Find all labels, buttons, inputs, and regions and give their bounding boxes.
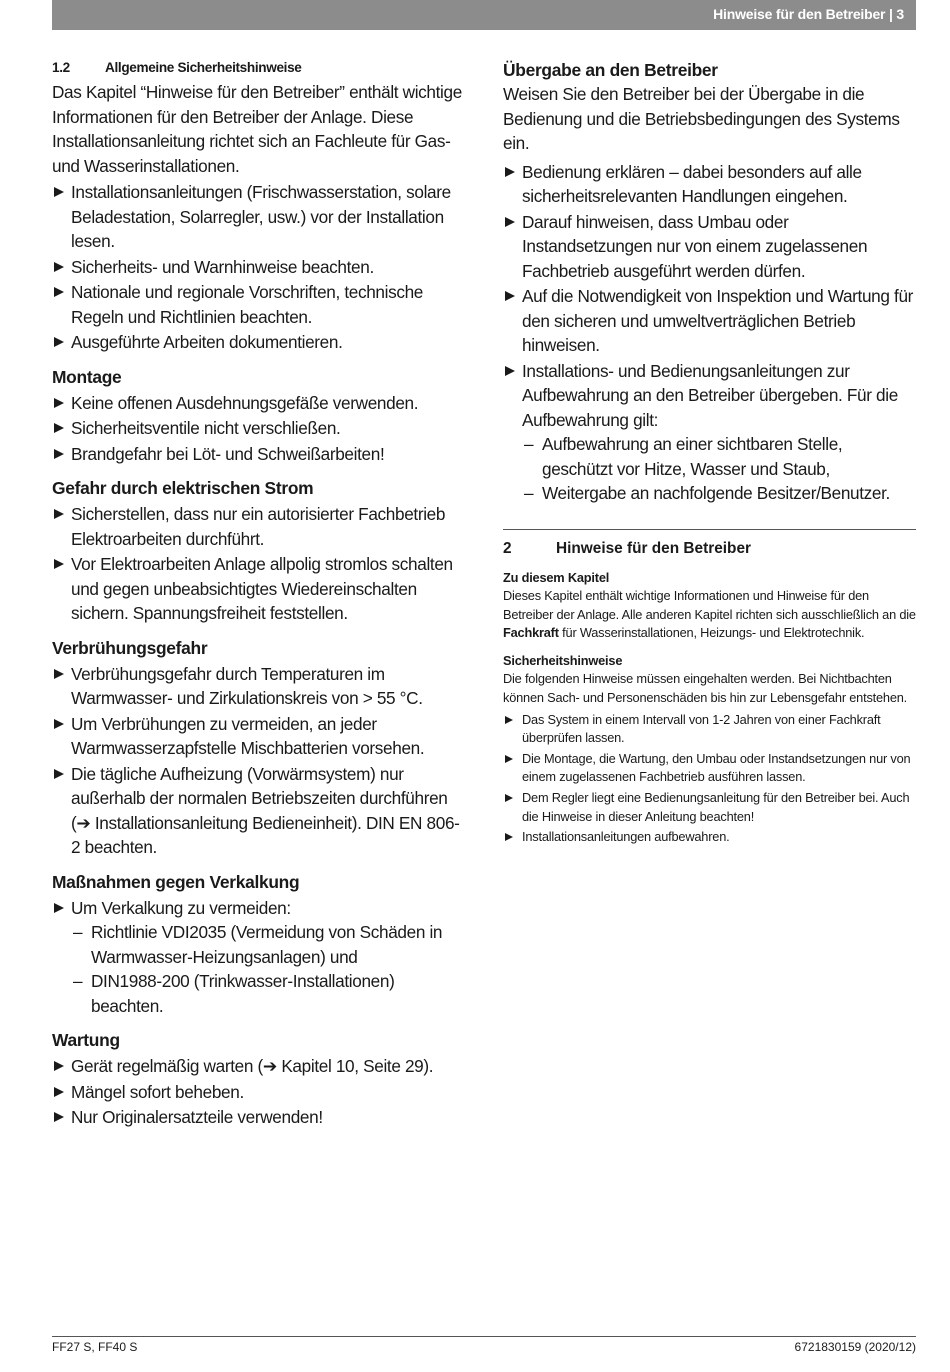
wartung-heading: Wartung — [52, 1030, 120, 1050]
list-item-text: Installations- und Bedienungsanleitungen zur Aufbewahrung an den Betreiber übergeben. Für die Aufbewahrung gilt: — [522, 360, 898, 430]
kapitel-paragraph — [503, 587, 916, 643]
list-item: Darauf hinweisen, dass Umbau oder Instandsetzungen nur von einem zugelassenen Fachbetrieb ausgeführt werden dürfen. — [503, 210, 916, 284]
intro-list — [52, 180, 467, 355]
list-item: Sicherheits- und Warnhinweise beachten. — [52, 255, 467, 280]
list-item: Verbrühungsgefahr durch Temperaturen im Warmwasser- und Zirkulationskreis von > 55 °C. — [52, 662, 467, 711]
sublist-item: – Richtlinie VDI2035 (Vermeidung von Schäden in Warmwasser-Heizungsanlagen) und — [71, 920, 467, 969]
header-title: Hinweise für den Betreiber | 3 — [713, 6, 904, 22]
montage-list — [52, 391, 467, 467]
list-item-text: Um Verkalkung zu vermeiden: — [71, 897, 291, 918]
verkalkung-list — [52, 896, 467, 1019]
footer-model: FF27 S, FF40 S — [52, 1340, 138, 1354]
right-column — [503, 58, 916, 849]
section-heading-2 — [503, 538, 916, 560]
footer-divider — [52, 1336, 916, 1337]
sublist-item: – Aufbewahrung an einer sichtbaren Stelle, geschützt vor Hitze, Wasser und Staub, — [522, 432, 916, 481]
list-item: Nationale und regionale Vorschriften, technische Regeln und Richtlinien beachten. — [52, 280, 467, 329]
strom-list — [52, 502, 467, 626]
strom-heading: Gefahr durch elektrischen Strom — [52, 478, 314, 498]
verbruehung-list — [52, 662, 467, 860]
section-title: Allgemeine Sicherheitshinweise — [105, 60, 302, 75]
sicherheit-heading: Sicherheitshinweise — [503, 652, 623, 668]
uebergabe-sublist — [522, 432, 916, 506]
uebergabe-intro: Weisen Sie den Betreiber bei der Übergabe in die Bedienung und die Betriebsbedingungen des Systems ein. — [503, 84, 900, 153]
list-item: Vor Elektroarbeiten Anlage allpolig stromlos schalten und gegen unbeabsichtigtes Wiedereinschalten sichern. Spannungsfreiheit feststellen. — [52, 552, 467, 626]
list-item: Ausgeführte Arbeiten dokumentieren. — [52, 330, 467, 355]
list-item: Bedienung erklären – dabei besonders auf alle sicherheitsrelevanten Handlungen eingehen. — [503, 160, 916, 209]
section-divider — [503, 529, 916, 530]
list-item: Die Montage, die Wartung, den Umbau oder Instandsetzungen nur von einem zugelassenen Fachbetrieb ausführen lassen. — [503, 750, 916, 787]
wartung-list — [52, 1054, 467, 1130]
uebergabe-heading: Übergabe an den Betreiber — [503, 60, 718, 80]
list-item: Gerät regelmäßig warten (➔ Kapitel 10, Seite 29). — [52, 1054, 467, 1079]
header-bar — [52, 0, 916, 30]
list-item: Auf die Notwendigkeit von Inspektion und Wartung für den sicheren und umweltverträglichen Betrieb hinweisen. — [503, 284, 916, 358]
list-item: Installationsanleitungen (Frischwasserstation, solare Beladestation, Solarregler, usw.) vor der Installation lesen. — [52, 180, 467, 254]
intro-paragraph: Das Kapitel “Hinweise für den Betreiber” enthält wichtige Informationen für den Betreiber der Anlage. Diese Installationsanleitung richtet sich an Fachleute für Gas- und Wasserinstallationen. — [52, 82, 462, 176]
kapitel-bold-term: Fachkraft — [503, 625, 559, 641]
uebergabe-list — [503, 160, 916, 506]
section-heading-1-2 — [52, 58, 467, 78]
section-number: 2 — [503, 539, 512, 557]
list-item — [52, 896, 467, 1019]
list-item: Sicherheitsventile nicht verschließen. — [52, 416, 467, 441]
list-item: Die tägliche Aufheizung (Vorwärmsystem) nur außerhalb der normalen Betriebszeiten durchführen (➔ Installationsanleitung Bedieneinheit). DIN EN 806-2 beachten. — [52, 762, 467, 860]
kapitel-text-end: für Wasserinstallationen, Heizungs- und Elektrotechnik. — [562, 625, 865, 641]
verkalkung-heading: Maßnahmen gegen Verkalkung — [52, 871, 300, 892]
list-item: Mängel sofort beheben. — [52, 1080, 467, 1105]
verkalkung-sublist — [71, 920, 467, 1018]
kapitel-text: Dieses Kapitel enthält wichtige Informationen und Hinweise für den Betreiber der Anlage. Alle anderen Kapitel richten sich ausschließlich an die — [503, 588, 916, 622]
sicherheit-list — [503, 711, 916, 847]
montage-heading: Montage — [52, 366, 122, 387]
list-item: Um Verbrühungen zu vermeiden, an jeder Warmwasserzapfstelle Mischbatterien vorsehen. — [52, 712, 467, 761]
sublist-item: – DIN1988-200 (Trinkwasser-Installationen) beachten. — [71, 969, 467, 1018]
list-item: Das System in einem Intervall von 1-2 Jahren von einer Fachkraft überprüfen lassen. — [503, 711, 916, 748]
list-item: Keine offenen Ausdehnungsgefäße verwenden. — [52, 391, 467, 416]
list-item: Dem Regler liegt eine Bedienungsanleitung für den Betreiber bei. Auch die Hinweise in dieser Anleitung beachten! — [503, 789, 916, 826]
list-item — [503, 359, 916, 506]
footer-doc-number: 6721830159 (2020/12) — [794, 1340, 916, 1354]
sicherheit-paragraph: Die folgenden Hinweise müssen eingehalten werden. Bei Nichtbachten können Sach- und Personenschäden bis hin zur Lebensgefahr entstehen. — [503, 671, 908, 706]
list-item: Nur Originalersatzteile verwenden! — [52, 1105, 467, 1130]
sublist-item: – Weitergabe an nachfolgende Besitzer/Benutzer. — [522, 481, 916, 506]
section-title: Hinweise für den Betreiber — [556, 539, 751, 557]
verbruehung-heading: Verbrühungsgefahr — [52, 637, 208, 658]
list-item: Brandgefahr bei Löt- und Schweißarbeiten! — [52, 442, 467, 467]
list-item: Installationsanleitungen aufbewahren. — [503, 828, 916, 847]
kapitel-heading: Zu diesem Kapitel — [503, 569, 610, 585]
section-number: 1.2 — [52, 60, 70, 75]
list-item: Sicherstellen, dass nur ein autorisierter Fachbetrieb Elektroarbeiten durchführt. — [52, 502, 467, 551]
left-column — [52, 58, 467, 1131]
